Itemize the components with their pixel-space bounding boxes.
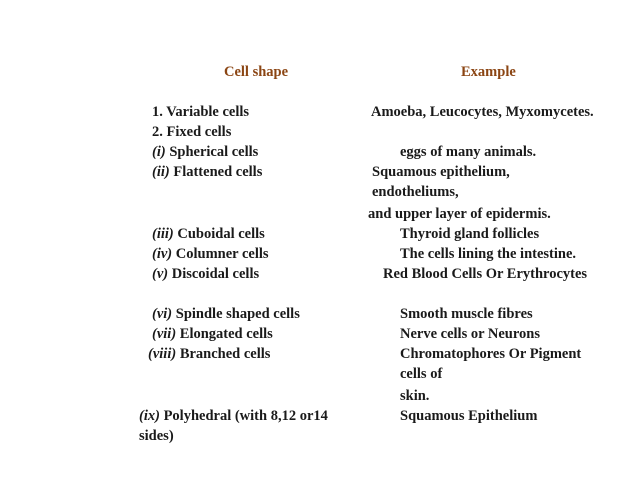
shape-row-5	[152, 224, 265, 244]
example-row-10-line-2: cells of	[400, 366, 443, 382]
example-row-4-line-1: Squamous epithelium,	[372, 164, 510, 180]
shape-prefix: (vii)	[152, 326, 177, 342]
shape-row-6	[152, 244, 269, 264]
header-example: Example	[461, 64, 516, 80]
shape-prefix: (v)	[152, 266, 169, 282]
shape-row-10	[148, 344, 270, 364]
example-row-4-line-3: and upper layer of epidermis.	[368, 206, 551, 222]
shape-text: Spindle shaped cells	[172, 306, 300, 322]
shape-row-7	[152, 264, 259, 284]
header-cell-shape: Cell shape	[224, 64, 289, 80]
shape-prefix: (iv)	[152, 246, 173, 262]
shape-row-3	[152, 142, 258, 162]
shape-row-9	[152, 324, 273, 344]
shape-text: Branched cells	[176, 346, 271, 362]
shape-prefix: (ix)	[139, 408, 160, 424]
shape-text: Polyhedral (with 8,12 or14	[159, 408, 328, 424]
shape-row-1	[152, 102, 249, 122]
example-row-4-line-2: endotheliums,	[372, 184, 459, 200]
shape-text: 1. Variable cells	[152, 104, 250, 120]
shape-row-4	[152, 162, 262, 182]
shape-prefix: (ii)	[152, 164, 170, 180]
shape-text: 2. Fixed cells	[152, 124, 232, 140]
shape-text: Spherical cells	[165, 144, 259, 160]
shape-prefix: (vi)	[152, 306, 173, 322]
shape-text: Flattened cells	[169, 164, 263, 180]
example-row-6: The cells lining the intestine.	[400, 246, 577, 262]
shape-text: Cuboidal cells	[173, 226, 265, 242]
example-row-11: Squamous Epithelium	[400, 408, 538, 424]
example-row-5: Thyroid gland follicles	[400, 226, 540, 242]
example-row-1: Amoeba, Leucocytes, Myxomycetes.	[371, 104, 594, 120]
example-row-8: Smooth muscle fibres	[400, 306, 533, 322]
shape-row-11-line-2: sides)	[139, 428, 174, 444]
shape-row-8	[152, 304, 300, 324]
shape-text: Discoidal cells	[168, 266, 260, 282]
shape-text: Elongated cells	[176, 326, 273, 342]
example-row-10-line-3: skin.	[400, 388, 430, 404]
example-row-9: Nerve cells or Neurons	[400, 326, 541, 342]
example-row-7: Red Blood Cells Or Erythrocytes	[383, 266, 588, 282]
shape-prefix: (viii)	[148, 346, 177, 362]
shape-prefix: (iii)	[152, 226, 174, 242]
shape-prefix: (i)	[152, 144, 166, 160]
shape-text: Columner cells	[172, 246, 269, 262]
example-row-3: eggs of many animals.	[400, 144, 537, 160]
example-row-10-line-1: Chromatophores Or Pigment	[400, 346, 582, 362]
shape-row-11	[139, 406, 328, 426]
shape-row-2	[152, 122, 231, 142]
